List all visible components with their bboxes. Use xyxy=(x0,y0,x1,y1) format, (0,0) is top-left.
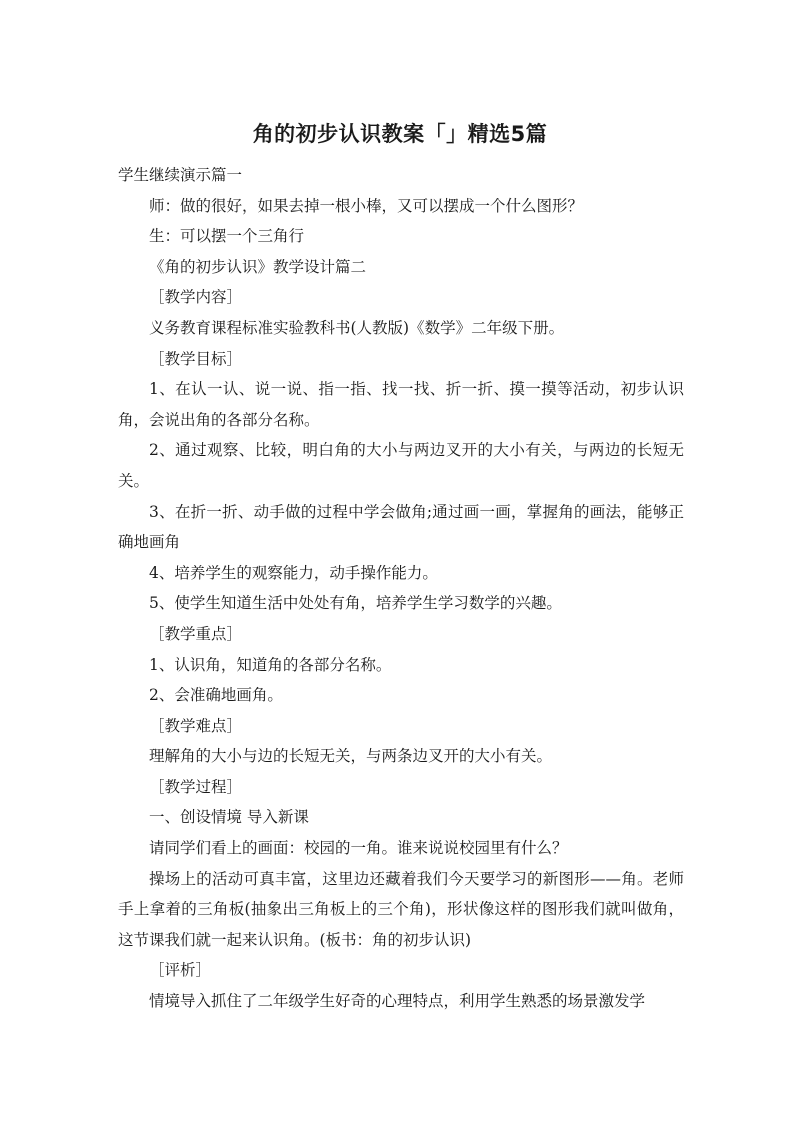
section-heading: ［教学内容］ xyxy=(149,288,243,307)
section-heading: ［教学过程］ xyxy=(149,777,243,796)
paragraph: 1、在认一认、说一说、指一指、找一找、折一折、摸一摸等活动，初步认识角，会说出角的各部分名称。 xyxy=(118,380,684,429)
paragraph: 2、通过观察、比较，明白角的大小与两边叉开的大小有关，与两边的长短无关。 xyxy=(118,441,684,490)
paragraph: 一、创设情境 导入新课 xyxy=(149,808,309,827)
paragraph: 情境导入抓住了二年级学生好奇的心理特点，利用学生熟悉的场景激发学 xyxy=(149,992,646,1011)
paragraph: 请同学们看上的画面：校园的一角。谁来说说校园里有什么？ xyxy=(149,839,568,858)
paragraph: 师：做的很好，如果去掉一根小棒，又可以摆成一个什么图形？ xyxy=(149,196,584,215)
section-heading: ［评析］ xyxy=(149,961,212,980)
paragraph: 1、认识角，知道角的各部分名称。 xyxy=(149,655,392,674)
section-heading: ［教学重点］ xyxy=(149,624,243,643)
paragraph: 义务教育课程标准实验教科书(人教版)《数学》二年级下册。 xyxy=(149,318,565,337)
paragraph: 学生继续演示篇一 xyxy=(118,166,243,184)
paragraph: 4、培养学生的观察能力，动手操作能力。 xyxy=(149,563,438,582)
paragraph: 3、在折一折、动手做的过程中学会做角;通过画一画，掌握角的画法，能够正确地画角 xyxy=(118,502,684,552)
document-title: 角的初步认识教案「」精选5篇 xyxy=(252,122,548,146)
paragraph: 《角的初步认识》教学设计篇二 xyxy=(149,257,367,276)
document-body xyxy=(118,160,684,1017)
paragraph: 5、使学生知道生活中处处有角，培养学生学习数学的兴趣。 xyxy=(149,594,562,613)
paragraph: 2、会准确地画角。 xyxy=(149,686,283,705)
section-heading: ［教学目标］ xyxy=(149,349,243,368)
paragraph: 操场上的活动可真丰富，这里边还藏着我们今天要学习的新图形——角。老师手上拿着的三角板(抽象出三角板上的三个角)，形状像这样的图形我们就叫做角，这节课我们就一起来认识角。(板书：角的初步认识) xyxy=(118,869,684,949)
section-heading: ［教学难点］ xyxy=(149,716,243,735)
paragraph: 生：可以摆一个三角行 xyxy=(149,227,305,246)
paragraph: 理解角的大小与边的长短无关，与两条边叉开的大小有关。 xyxy=(149,747,553,766)
